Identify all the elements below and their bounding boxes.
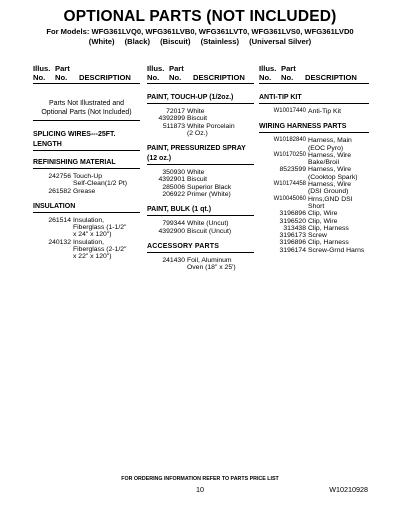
variants-line <box>0 37 400 46</box>
column-1 <box>33 64 140 261</box>
list-item <box>259 239 369 246</box>
page-number: 10 <box>196 485 204 494</box>
list-item <box>147 184 254 191</box>
part-number: W10045060 <box>273 195 306 202</box>
list-item <box>33 217 140 239</box>
part-description: White <box>187 108 205 115</box>
part-number: 4392899 <box>158 115 185 123</box>
part-description: Clip, Harness <box>308 224 349 232</box>
section-refinishing-material: REFINISHING MATERIAL <box>33 158 140 169</box>
part-description: Harness, Wire (Cooktop Spark) <box>308 166 358 181</box>
illus-label: Illus. <box>147 64 165 73</box>
part-number: 206922 <box>162 191 185 199</box>
list-item <box>33 239 140 261</box>
list-item <box>259 225 369 232</box>
description-label: DESCRIPTION <box>305 73 357 82</box>
part-description: Biscuit <box>187 176 208 184</box>
column-header <box>147 64 254 84</box>
list-item <box>259 137 369 152</box>
part-number: 350930 <box>162 169 185 177</box>
list-item <box>259 218 369 225</box>
part-description: Harness, Wire (DSI Ground) <box>308 181 352 196</box>
section-anti-tip-kit: ANTI-TIP KIT <box>259 93 369 104</box>
part-number: 240132 <box>48 238 71 246</box>
bulk-list <box>147 220 254 235</box>
part-description: Anti-Tip Kit <box>308 108 341 115</box>
part-description: White (Uncut) <box>187 220 229 228</box>
part-description: Grease <box>73 187 96 195</box>
part-number: W10017440 <box>273 108 306 114</box>
section-paint-pressurized-spray: PAINT, PRESSURIZED SPRAY (12 oz.) <box>147 144 254 165</box>
harness-list <box>259 137 369 254</box>
page-title: OPTIONAL PARTS (NOT INCLUDED) <box>63 8 337 25</box>
variant-biscuit: (Biscuit) <box>160 37 191 46</box>
part-description: White Porcelain (2 Oz.) <box>187 122 235 137</box>
part-number: 242756 <box>48 173 71 180</box>
section-accessory-parts: ACCESSORY PARTS <box>147 242 254 253</box>
variant-stainless: (Stainless) <box>200 37 240 46</box>
part-label: Part <box>281 64 296 73</box>
part-number: W10170250 <box>273 151 306 158</box>
part-description: Touch-Up Self-Clean(1/2 Pt) <box>73 173 128 188</box>
list-item <box>259 181 369 196</box>
section-wiring-harness-parts: WIRING HARNESS PARTS <box>259 122 369 133</box>
part-description: Insulation, Fiberglass (1-1/2" x 24" x 120") <box>73 216 127 239</box>
spray-list <box>147 169 254 198</box>
list-item <box>147 257 254 272</box>
accessory-list <box>147 257 254 272</box>
list-item <box>147 123 254 138</box>
illus-label: Illus. <box>33 64 51 73</box>
refinishing-list <box>33 173 140 195</box>
part-description: Hrns,GND DSI Short <box>308 195 353 210</box>
illus-label: Illus. <box>259 64 277 73</box>
description-label: DESCRIPTION <box>193 73 245 82</box>
list-item <box>147 169 254 176</box>
part-description: Screw-Grnd Harns <box>308 246 365 254</box>
list-item <box>259 247 369 254</box>
column-3 <box>259 64 369 254</box>
variant-universal-silver: (Universal Silver) <box>249 37 312 46</box>
list-item <box>147 115 254 122</box>
illus-no-label: No. <box>259 73 272 82</box>
part-number: 799344 <box>162 220 185 228</box>
section-insulation: INSULATION <box>33 202 140 213</box>
part-number: 4392900 <box>158 227 185 235</box>
part-number: 285006 <box>162 183 185 191</box>
part-no-label: No. <box>281 73 294 82</box>
part-number: 3196896 <box>279 239 306 247</box>
list-item <box>259 152 369 167</box>
antitip-list <box>259 108 369 115</box>
part-number: 241430 <box>162 256 185 264</box>
part-description: Insulation, Fiberglass (2-1/2" x 22" x 120") <box>73 238 127 261</box>
column-header <box>33 64 140 84</box>
part-description: Screw <box>308 232 327 240</box>
part-number: 8523599 <box>279 166 306 174</box>
illus-no-label: No. <box>147 73 160 82</box>
part-description: Clip, Wire <box>308 210 338 218</box>
part-number: W10174458 <box>273 181 306 188</box>
part-number: W10182840 <box>273 137 306 144</box>
part-number: 72017 <box>166 108 185 115</box>
column-header <box>259 64 369 84</box>
list-item <box>33 188 140 195</box>
variant-black: (Black) <box>124 37 150 46</box>
part-number: 261582 <box>48 187 71 195</box>
insulation-list <box>33 217 140 261</box>
list-item <box>147 176 254 183</box>
list-item <box>259 108 369 115</box>
column-2 <box>147 64 254 272</box>
notice-text: Parts Not Illustrated and Optional Parts (Not Included) <box>33 99 140 121</box>
part-number: 261514 <box>48 216 71 224</box>
part-description: Biscuit <box>187 115 208 123</box>
variant-white: (White) <box>88 37 115 46</box>
part-description: Primer (White) <box>187 191 231 199</box>
part-label: Part <box>55 64 70 73</box>
list-item <box>33 173 140 188</box>
touchup-list <box>147 108 254 137</box>
description-label: DESCRIPTION <box>79 73 131 82</box>
part-description: Superior Black <box>187 183 232 191</box>
part-number: 511873 <box>162 122 185 130</box>
part-description: Harness, Wire Bake/Broil <box>308 151 352 167</box>
part-label: Part <box>169 64 184 73</box>
part-description: Foil, Aluminum Oven (18" x 25') <box>187 256 236 272</box>
part-description: Biscuit (Uncut) <box>187 227 232 235</box>
section-splicing-wires: SPLICING WIRES---25FT. LENGTH <box>33 130 140 151</box>
ordering-footer: FOR ORDERING INFORMATION REFER TO PARTS PRICE LIST <box>121 476 279 482</box>
part-no-label: No. <box>55 73 68 82</box>
part-description: Clip, Harness <box>308 239 349 247</box>
list-item <box>259 210 369 217</box>
list-item <box>259 166 369 181</box>
list-item <box>147 191 254 198</box>
document-id: W10210928 <box>329 485 368 494</box>
list-item <box>259 196 369 211</box>
list-item <box>147 228 254 235</box>
part-number: 4392901 <box>158 176 185 184</box>
illus-no-label: No. <box>33 73 46 82</box>
part-number: 3196173 <box>279 232 306 240</box>
part-number: 3196174 <box>279 246 306 254</box>
part-no-label: No. <box>169 73 182 82</box>
part-number: 3196896 <box>279 210 306 218</box>
part-number: 313438 <box>283 224 306 232</box>
section-paint-touch-up: PAINT, TOUCH-UP (1/2oz.) <box>147 93 254 104</box>
list-item <box>259 232 369 239</box>
part-description: Clip, Wire <box>308 217 338 225</box>
models-line: For Models: WFG361LVQ0, WFG361LVB0, WFG361LVT0, WFG361LVS0, WFG361LVD0 <box>46 27 354 36</box>
section-paint-bulk: PAINT, BULK (1 qt.) <box>147 205 254 216</box>
part-number: 3196520 <box>279 217 306 225</box>
list-item <box>147 108 254 115</box>
part-description: White <box>187 169 205 177</box>
part-description: Harness, Main (EOC Pyro) <box>308 137 352 152</box>
list-item <box>147 220 254 227</box>
